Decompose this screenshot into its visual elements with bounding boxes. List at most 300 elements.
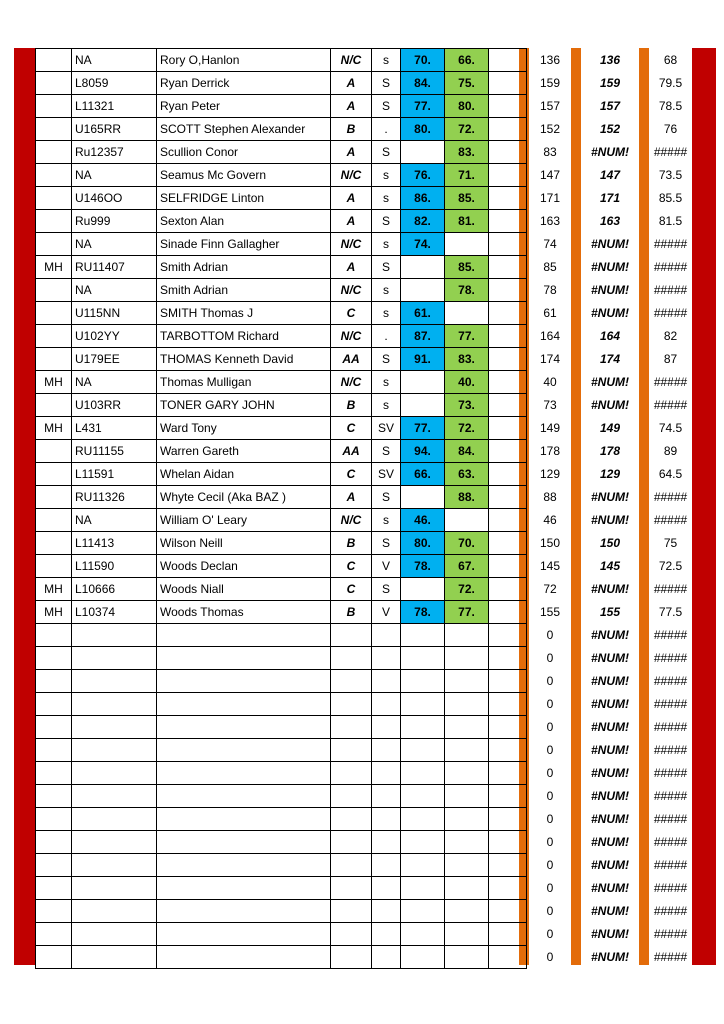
player-name-cell (157, 877, 331, 900)
type-cell (372, 762, 401, 785)
table-row (581, 600, 639, 623)
table-row (649, 922, 692, 945)
player-name-cell (157, 785, 331, 808)
blank-cell (489, 670, 527, 693)
result-cell: #NUM! (591, 926, 629, 941)
type-cell: s (372, 302, 401, 325)
type-cell: s (372, 394, 401, 417)
player-name-cell: SCOTT Stephen Alexander (157, 118, 331, 141)
score-1-cell (401, 785, 445, 808)
table-row (649, 232, 692, 255)
table-row (649, 301, 692, 324)
score-2-cell: 88. (445, 486, 489, 509)
type-cell (372, 739, 401, 762)
blank-cell (489, 348, 527, 371)
score-2-cell (445, 785, 489, 808)
category-cell (331, 854, 372, 877)
average-cell: ##### (653, 742, 688, 757)
table-row (36, 532, 527, 555)
average-cell: 68 (663, 52, 678, 67)
table-row (529, 48, 571, 71)
table-row (581, 669, 639, 692)
total-cell: 0 (546, 627, 554, 642)
average-cell: ##### (653, 512, 688, 527)
table-row (36, 831, 527, 854)
result-cell: #NUM! (591, 811, 629, 826)
member-id-cell (72, 670, 157, 693)
score-1-cell (401, 394, 445, 417)
table-row (36, 463, 527, 486)
table-row (36, 739, 527, 762)
handicap-flag-cell (36, 210, 72, 233)
type-cell: s (372, 371, 401, 394)
total-cell: 0 (546, 834, 554, 849)
handicap-flag-cell (36, 624, 72, 647)
member-id-cell: U115NN (72, 302, 157, 325)
blank-cell (489, 256, 527, 279)
result-cell: #NUM! (591, 857, 629, 872)
table-row (649, 140, 692, 163)
handicap-flag-cell (36, 555, 72, 578)
handicap-flag-cell (36, 877, 72, 900)
handicap-flag-cell (36, 302, 72, 325)
type-cell (372, 647, 401, 670)
type-cell: S (372, 72, 401, 95)
blank-cell (489, 509, 527, 532)
result-cell: #NUM! (591, 696, 629, 711)
average-cell: ##### (653, 765, 688, 780)
total-cell: 171 (539, 190, 561, 205)
player-name-cell: Smith Adrian (157, 256, 331, 279)
table-row (36, 785, 527, 808)
average-cell: 72.5 (658, 558, 683, 573)
table-row (581, 738, 639, 761)
blank-cell (489, 233, 527, 256)
handicap-flag-cell: MH (36, 371, 72, 394)
table-row (581, 646, 639, 669)
player-name-cell (157, 693, 331, 716)
handicap-flag-cell (36, 762, 72, 785)
table-row (529, 163, 571, 186)
result-cell: #NUM! (591, 834, 629, 849)
member-id-cell: Ru999 (72, 210, 157, 233)
type-cell (372, 808, 401, 831)
score-1-cell: 87. (401, 325, 445, 348)
score-2-cell: 84. (445, 440, 489, 463)
table-row (649, 393, 692, 416)
table-row (581, 853, 639, 876)
table-row (529, 899, 571, 922)
table-row (36, 900, 527, 923)
table-row (529, 140, 571, 163)
handicap-flag-cell (36, 716, 72, 739)
table-row (529, 71, 571, 94)
type-cell: V (372, 555, 401, 578)
table-row (581, 278, 639, 301)
result-cell: 150 (599, 535, 621, 550)
average-cell: ##### (653, 282, 688, 297)
score-2-cell: 67. (445, 555, 489, 578)
player-name-cell: Warren Gareth (157, 440, 331, 463)
category-cell: N/C (331, 233, 372, 256)
score-2-cell: 81. (445, 210, 489, 233)
handicap-flag-cell (36, 831, 72, 854)
total-cell: 0 (546, 696, 554, 711)
table-row (529, 278, 571, 301)
average-cell: ##### (653, 236, 688, 251)
handicap-flag-cell (36, 72, 72, 95)
table-row (581, 623, 639, 646)
blank-cell (489, 118, 527, 141)
blank-cell (489, 716, 527, 739)
total-cell: 136 (539, 52, 561, 67)
total-cell: 164 (539, 328, 561, 343)
player-name-cell: Ward Tony (157, 417, 331, 440)
score-2-cell: 77. (445, 325, 489, 348)
table-row (581, 922, 639, 945)
table-row (529, 186, 571, 209)
score-2-cell: 72. (445, 417, 489, 440)
member-id-cell: L10374 (72, 601, 157, 624)
player-name-cell (157, 647, 331, 670)
blank-cell (489, 394, 527, 417)
table-row (529, 761, 571, 784)
player-name-cell (157, 762, 331, 785)
category-cell (331, 693, 372, 716)
table-row (649, 669, 692, 692)
table-row (649, 784, 692, 807)
blank-cell (489, 578, 527, 601)
type-cell: V (372, 601, 401, 624)
blank-cell (489, 187, 527, 210)
table-row (529, 738, 571, 761)
table-row (36, 417, 527, 440)
category-cell (331, 739, 372, 762)
player-name-cell: Woods Thomas (157, 601, 331, 624)
blank-cell (489, 854, 527, 877)
score-1-cell: 61. (401, 302, 445, 325)
score-2-cell: 63. (445, 463, 489, 486)
blank-cell (489, 739, 527, 762)
table-row (36, 624, 527, 647)
member-id-cell (72, 762, 157, 785)
score-2-cell (445, 233, 489, 256)
result-cell: #NUM! (591, 765, 629, 780)
table-row (649, 945, 692, 968)
handicap-flag-cell: MH (36, 256, 72, 279)
total-cell: 88 (543, 489, 557, 504)
table-row (36, 854, 527, 877)
member-id-cell: RU11326 (72, 486, 157, 509)
handicap-flag-cell (36, 946, 72, 969)
handicap-flag-cell: MH (36, 417, 72, 440)
score-1-cell: 70. (401, 49, 445, 72)
average-cell: 64.5 (658, 466, 683, 481)
score-1-cell: 66. (401, 463, 445, 486)
total-cell: 0 (546, 926, 554, 941)
category-cell: N/C (331, 164, 372, 187)
result-cell: #NUM! (591, 374, 629, 389)
score-1-cell: 78. (401, 601, 445, 624)
table-row (649, 646, 692, 669)
handicap-flag-cell: MH (36, 601, 72, 624)
category-cell: N/C (331, 49, 372, 72)
average-cell: 82 (663, 328, 678, 343)
table-row (529, 209, 571, 232)
blank-cell (489, 279, 527, 302)
table-row (529, 439, 571, 462)
handicap-flag-cell (36, 486, 72, 509)
type-cell (372, 946, 401, 969)
scores-table (35, 48, 527, 969)
result-cell: #NUM! (591, 627, 629, 642)
handicap-flag-cell (36, 394, 72, 417)
table-row (36, 49, 527, 72)
handicap-flag-cell (36, 739, 72, 762)
table-row (649, 531, 692, 554)
member-id-cell: NA (72, 49, 157, 72)
table-row (36, 95, 527, 118)
score-1-cell (401, 371, 445, 394)
table-row (649, 209, 692, 232)
table-row (649, 554, 692, 577)
member-id-cell (72, 716, 157, 739)
total-cell: 85 (543, 259, 557, 274)
handicap-flag-cell (36, 348, 72, 371)
total-cell: 73 (543, 397, 557, 412)
category-cell: A (331, 256, 372, 279)
handicap-flag-cell (36, 118, 72, 141)
table-row (649, 577, 692, 600)
table-row (649, 324, 692, 347)
type-cell: s (372, 509, 401, 532)
type-cell: . (372, 325, 401, 348)
table-row (529, 370, 571, 393)
table-row (649, 278, 692, 301)
member-id-cell: RU11155 (72, 440, 157, 463)
table-row (581, 48, 639, 71)
type-cell: S (372, 440, 401, 463)
average-cell: 76 (663, 121, 678, 136)
player-name-cell: Rory O,Hanlon (157, 49, 331, 72)
total-cell: 61 (543, 305, 557, 320)
blank-cell (489, 555, 527, 578)
average-cell: ##### (653, 144, 688, 159)
member-id-cell: U103RR (72, 394, 157, 417)
total-cell: 0 (546, 811, 554, 826)
member-id-cell: RU11407 (72, 256, 157, 279)
handicap-flag-cell (36, 463, 72, 486)
table-row (36, 164, 527, 187)
table-row (36, 647, 527, 670)
total-cell: 147 (539, 167, 561, 182)
score-2-cell (445, 509, 489, 532)
table-row (581, 94, 639, 117)
member-id-cell: NA (72, 509, 157, 532)
score-1-cell: 80. (401, 532, 445, 555)
player-name-cell (157, 923, 331, 946)
player-name-cell: Seamus Mc Govern (157, 164, 331, 187)
type-cell: S (372, 141, 401, 164)
average-cell: 87 (663, 351, 678, 366)
blank-cell (489, 440, 527, 463)
score-1-cell: 74. (401, 233, 445, 256)
table-row (36, 233, 527, 256)
member-id-cell (72, 831, 157, 854)
blank-cell (489, 647, 527, 670)
player-name-cell (157, 808, 331, 831)
table-row (581, 393, 639, 416)
blank-cell (489, 831, 527, 854)
score-1-cell: 76. (401, 164, 445, 187)
table-row (36, 118, 527, 141)
handicap-flag-cell (36, 440, 72, 463)
blank-cell (489, 371, 527, 394)
table-row (529, 669, 571, 692)
table-row (649, 600, 692, 623)
result-cell: 145 (599, 558, 621, 573)
player-name-cell: Sexton Alan (157, 210, 331, 233)
score-1-cell: 80. (401, 118, 445, 141)
table-row (36, 486, 527, 509)
member-id-cell (72, 693, 157, 716)
blank-cell (489, 49, 527, 72)
total-cell: 178 (539, 443, 561, 458)
table-row (529, 531, 571, 554)
member-id-cell (72, 739, 157, 762)
member-id-cell (72, 647, 157, 670)
category-cell: C (331, 302, 372, 325)
result-cell: #NUM! (591, 305, 629, 320)
result-cell: 159 (599, 75, 621, 90)
table-row (581, 945, 639, 968)
score-2-cell (445, 946, 489, 969)
handicap-flag-cell (36, 187, 72, 210)
handicap-flag-cell (36, 279, 72, 302)
table-row (649, 163, 692, 186)
total-cell: 0 (546, 880, 554, 895)
table-row (581, 692, 639, 715)
player-name-cell: TONER GARY JOHN (157, 394, 331, 417)
table-row (649, 462, 692, 485)
category-cell: C (331, 555, 372, 578)
player-name-cell (157, 854, 331, 877)
total-cell: 0 (546, 857, 554, 872)
score-2-cell: 40. (445, 371, 489, 394)
category-cell: B (331, 118, 372, 141)
average-cell: 73.5 (658, 167, 683, 182)
table-row (649, 761, 692, 784)
score-1-cell: 46. (401, 509, 445, 532)
table-row (649, 715, 692, 738)
blank-cell (489, 210, 527, 233)
result-cell: #NUM! (591, 903, 629, 918)
average-cell: ##### (653, 719, 688, 734)
handicap-flag-cell (36, 233, 72, 256)
score-2-cell (445, 739, 489, 762)
table-row (581, 324, 639, 347)
table-row (649, 370, 692, 393)
table-row (529, 623, 571, 646)
category-cell: A (331, 486, 372, 509)
table-row (581, 531, 639, 554)
table-row (581, 830, 639, 853)
table-row (649, 692, 692, 715)
total-cell: 83 (543, 144, 557, 159)
category-cell: AA (331, 440, 372, 463)
total-cell: 72 (543, 581, 557, 596)
table-row (36, 325, 527, 348)
score-1-cell: 86. (401, 187, 445, 210)
table-row (36, 716, 527, 739)
handicap-flag-cell (36, 325, 72, 348)
score-2-cell: 75. (445, 72, 489, 95)
score-1-cell (401, 670, 445, 693)
table-row (529, 600, 571, 623)
result-cell: #NUM! (591, 650, 629, 665)
table-row (529, 784, 571, 807)
score-2-cell: 66. (445, 49, 489, 72)
table-row (649, 347, 692, 370)
blank-cell (489, 417, 527, 440)
table-row (649, 807, 692, 830)
table-row (649, 508, 692, 531)
type-cell: SV (372, 463, 401, 486)
type-cell (372, 785, 401, 808)
table-row (581, 554, 639, 577)
total-cell: 0 (546, 903, 554, 918)
type-cell: S (372, 486, 401, 509)
type-cell: S (372, 532, 401, 555)
score-2-cell: 72. (445, 578, 489, 601)
score-2-cell (445, 923, 489, 946)
total-cell: 163 (539, 213, 561, 228)
score-2-cell: 78. (445, 279, 489, 302)
result-cell: #NUM! (591, 581, 629, 596)
handicap-flag-cell (36, 647, 72, 670)
table-row (581, 508, 639, 531)
handicap-flag-cell (36, 854, 72, 877)
type-cell (372, 831, 401, 854)
total-cell: 0 (546, 765, 554, 780)
table-row (36, 371, 527, 394)
member-id-cell (72, 808, 157, 831)
result-cell: 136 (599, 52, 621, 67)
score-1-cell: 77. (401, 417, 445, 440)
table-row (36, 946, 527, 969)
average-cell: 78.5 (658, 98, 683, 113)
table-row (581, 485, 639, 508)
score-1-cell: 84. (401, 72, 445, 95)
category-cell: C (331, 463, 372, 486)
result-cell: 147 (599, 167, 621, 182)
player-name-cell (157, 900, 331, 923)
total-cell: 149 (539, 420, 561, 435)
type-cell: SV (372, 417, 401, 440)
category-cell: N/C (331, 279, 372, 302)
type-cell: s (372, 164, 401, 187)
player-name-cell (157, 716, 331, 739)
handicap-flag-cell (36, 141, 72, 164)
score-2-cell: 73. (445, 394, 489, 417)
type-cell (372, 923, 401, 946)
average-cell: ##### (653, 926, 688, 941)
category-cell: A (331, 72, 372, 95)
member-id-cell: L10666 (72, 578, 157, 601)
category-cell (331, 647, 372, 670)
score-2-cell (445, 647, 489, 670)
average-cell: 77.5 (658, 604, 683, 619)
